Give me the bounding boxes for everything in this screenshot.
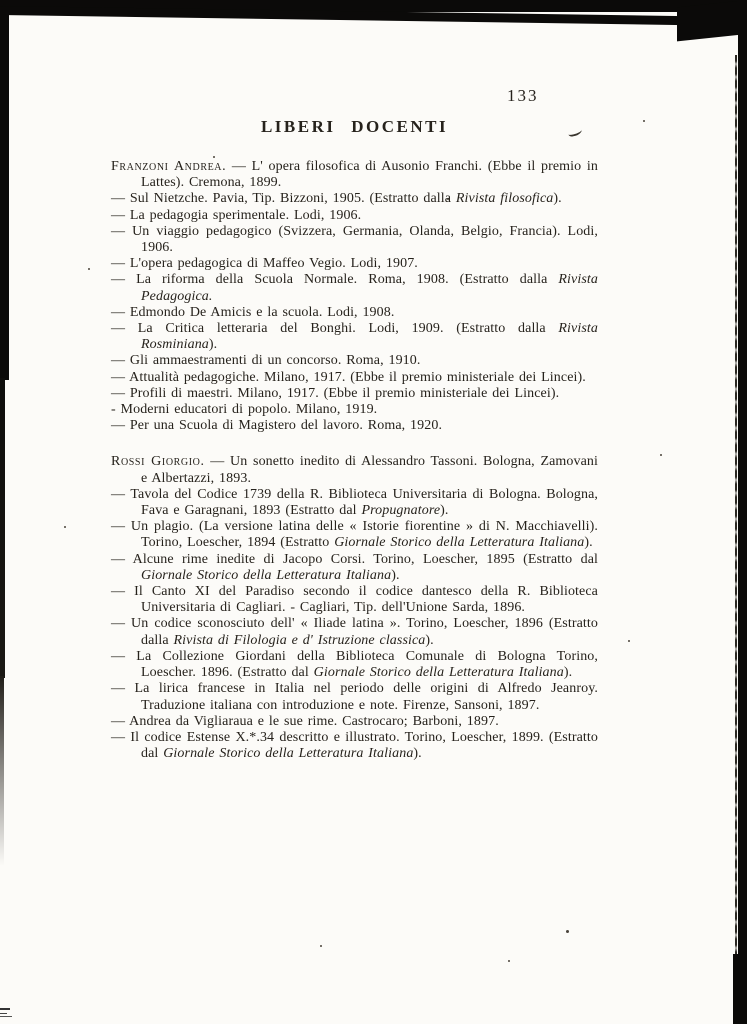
entry-text: — La Critica letteraria del Bonghi. Lodi, 1909. (Estratto dalla <box>111 321 559 337</box>
entry-text: — Tavola del Codice 1739 della R. Biblioteca Universitaria di Bologna. Bologna, Fava e Garagnani, 1893 (Estratto dal <box>111 486 598 519</box>
bibliography-section <box>111 159 598 434</box>
bibliography-entry <box>111 584 598 616</box>
bibliography-entry <box>111 552 598 584</box>
entry-text: — Un codice sconosciuto dell' « Iliade latina ». Torino, Loescher, 1896 (Estratto dalla <box>111 616 598 648</box>
entry-text: — Il Canto XI del Paradiso secondo il codice dantesco della R. Biblioteca Universitaria di Cagliari. - Cagliari, Tip. dell'Unione Sarda, 1896. <box>111 584 598 616</box>
bibliography-section <box>111 454 598 762</box>
journal-title: Rivista Pedagogica. <box>141 272 598 304</box>
scan-border-bottom-right <box>733 954 747 1024</box>
bibliography-entry <box>111 454 598 486</box>
entry-text: — Per una Scuola di Magistero del lavoro. Roma, 1920. <box>111 418 443 434</box>
page-number: 133 <box>507 86 539 105</box>
entry-text: — L'opera pedagogica di Maffeo Vegio. Lodi, 1907. <box>111 256 418 272</box>
entry-text: ). <box>563 665 573 681</box>
journal-title: Giornale Storico della Letteratura Italiana <box>163 746 414 762</box>
bibliography-entry <box>111 224 598 256</box>
bibliography-entry <box>111 353 598 369</box>
journal-title: Giornale Storico della Letteratura Italiana <box>313 665 564 681</box>
journal-title: Propugnatore <box>361 503 441 519</box>
bibliography-entry <box>111 402 598 418</box>
bibliography-entry <box>111 487 598 519</box>
scan-speck <box>320 945 322 947</box>
bibliography-entry <box>111 519 598 551</box>
entry-text: — Un sonetto inedito di Alessandro Tassoni. Bologna, Zamovani e Albertazzi, 1893. <box>141 454 598 486</box>
entry-text: - Moderni educatori di popolo. Milano, 1919. <box>111 402 378 418</box>
bibliography-entry <box>111 305 598 321</box>
scan-page-edge-line <box>735 55 737 1024</box>
entry-text: — La pedagogia sperimentale. Lodi, 1906. <box>111 207 362 223</box>
entry-text: ). <box>413 746 422 762</box>
bibliography-entry <box>111 418 598 434</box>
bibliography-entry <box>111 714 598 730</box>
entry-text: ). <box>425 632 434 648</box>
entry-text: — L' opera filosofica di Ausonio Franchi. (Ebbe il premio in Lattes). Cremona, 1899. <box>141 159 598 191</box>
bibliography-entry <box>111 321 598 353</box>
bibliography-entry <box>111 649 598 681</box>
entry-text: ). <box>584 535 593 551</box>
journal-title: Giornale Storico della Letteratura Italiana <box>141 567 392 583</box>
entry-text: ). <box>440 503 449 519</box>
bibliography-entry <box>111 256 598 272</box>
entry-text: ). <box>208 337 218 353</box>
scan-noise-bottom-left <box>0 1008 14 1018</box>
entry-text: — Gli ammaestramenti di un concorso. Roma, 1910. <box>111 353 421 369</box>
bibliography-entry <box>111 681 598 713</box>
bibliography-entry <box>111 370 598 386</box>
scan-speck <box>566 930 569 933</box>
bibliography-entry <box>111 730 598 762</box>
entry-text: — Alcune rime inedite di Jacopo Corsi. Torino, Loescher, 1895 (Estratto dal <box>111 551 598 567</box>
scan-speck <box>508 960 510 962</box>
scan-speck <box>213 156 215 158</box>
bibliography-entry <box>111 386 598 402</box>
bibliography-entry <box>111 208 598 224</box>
author-name: Rossi Giorgio. <box>111 454 205 470</box>
entry-text: — Il codice Estense X.*.34 descritto e illustrato. Torino, Loescher, 1899. (Estratto dal <box>111 729 598 762</box>
bibliography-entry <box>111 616 598 648</box>
author-name: Franzoni Andrea. <box>111 159 227 174</box>
bibliography-entry <box>111 272 598 304</box>
entry-text: — Un plagio. (La versione latina delle « Istorie fiorentine » di N. Macchiavelli). Torino, Loescher, 1894 (Estratto <box>111 519 598 551</box>
journal-title: Giornale Storico della Letteratura Italiana <box>334 535 585 551</box>
scan-speck <box>660 454 662 456</box>
journal-title: Rivista Rosminiana <box>141 321 598 353</box>
scan-speck <box>643 120 645 122</box>
entry-text: — La lirica francese in Italia nel periodo delle origini di Alfredo Jeanroy. Traduzione italiana con introduzione e note. Firenze, Sansoni, 1897. <box>111 681 598 713</box>
scan-border-left <box>0 8 9 380</box>
scan-speck <box>88 268 90 270</box>
entry-text: ). <box>553 191 562 207</box>
scan-border-left-mid <box>0 378 5 678</box>
entry-text: — La Collezione Giordani della Biblioteca Comunale di Bologna Torino, Loescher. 1896. (Estratto dal <box>111 648 598 681</box>
scan-border-top-right <box>677 0 747 41</box>
entry-text: — Profili di maestri. Milano, 1917. (Ebbe il premio ministeriale dei Lincei). <box>111 385 560 401</box>
page-title: LIBERI DOCENTI <box>260 117 449 136</box>
entry-text: — La riforma della Scuola Normale. Roma, 1908. (Estratto dalla <box>111 272 559 288</box>
scan-border-right <box>738 0 747 1024</box>
bibliography <box>111 159 598 762</box>
scan-speck <box>64 526 66 528</box>
bibliography-entry <box>111 159 598 191</box>
entry-text: — Un viaggio pedagogico (Svizzera, Germania, Olanda, Belgio, Francia). Lodi, 1906. <box>111 223 598 256</box>
journal-title: Rivista filosofica <box>455 191 554 207</box>
journal-title: Rivista di Filologia e d' Istruzione classica <box>173 632 426 648</box>
entry-text: — Attualità pedagogiche. Milano, 1917. (Ebbe il premio ministeriale dei Lincei). <box>111 369 586 385</box>
bibliography-entry <box>111 191 598 207</box>
scan-speck <box>628 640 630 642</box>
entry-text: — Edmondo De Amicis e la scuola. Lodi, 1908. <box>111 304 395 320</box>
entry-text: ). <box>391 567 400 583</box>
entry-text: — Sul Nietzche. Pavia, Tip. Bizzoni, 1905. (Estratto dalla <box>111 191 456 207</box>
entry-text: — Andrea da Vigliaraua e le sue rime. Castrocaro; Barboni, 1897. <box>111 713 499 729</box>
scan-border-left-low <box>0 676 4 866</box>
